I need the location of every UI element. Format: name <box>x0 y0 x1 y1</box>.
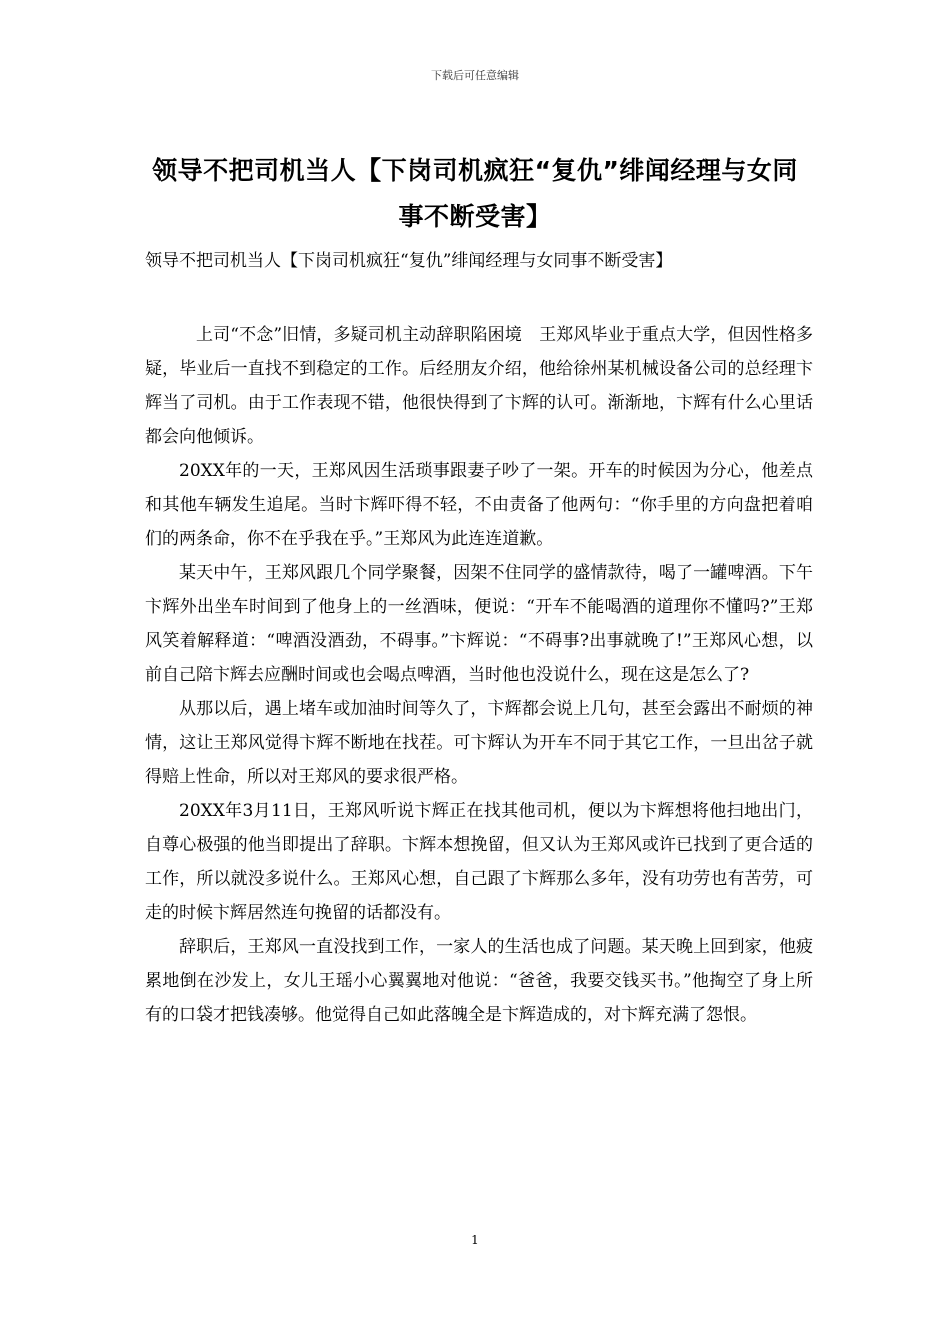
paragraph-4: 从那以后，遇上堵车或加油时间等久了，卞辉都会说上几句，甚至会露出不耐烦的神情，这让王郑风觉得卞辉不断地在找茬。可卞辉认为开车不同于其它工作，一旦出岔子就得赔上性命，所以对王郑风的要求很严格。 <box>145 699 813 787</box>
paragraph-3: 某天中午，王郑风跟几个同学聚餐，因架不住同学的盛情款待，喝了一罐啤酒。下午卞辉外出坐车时间到了他身上的一丝酒味，便说：“开车不能喝酒的道理你不懂吗?”王郑风笑着解释道：“啤酒没酒劲，不碍事。”卞辉说：“不碍事?出事就晚了!”王郑风心想，以前自己陪卞辉去应酬时间或也会喝点啤酒，当时他也没说什么，现在这是怎么了? <box>145 563 813 685</box>
paragraph-2: 20XX年的一天，王郑风因生活琐事跟妻子吵了一架。开车的时候因为分心，他差点和其他车辆发生追尾。当时卞辉吓得不轻，不由责备了他两句：“你手里的方向盘把着咱们的两条命，你不在乎我在乎。”王郑风为此连连道歉。 <box>145 461 813 549</box>
paragraph-5: 20XX年3月11日，王郑风听说卞辉正在找其他司机，便以为卞辉想将他扫地出门，自尊心极强的他当即提出了辞职。卞辉本想挽留，但又认为王郑风或许已找到了更合适的工作，所以就没多说什么。王郑风心想，自己跟了卞辉那么多年，没有功劳也有苦劳，可走的时候卞辉居然连句挽留的话都没有。 <box>145 801 813 923</box>
paragraph-6: 辞职后，王郑风一直没找到工作，一家人的生活也成了问题。某天晚上回到家，他疲累地倒在沙发上，女儿王瑶小心翼翼地对他说：“爸爸，我要交钱买书。”他掏空了身上所有的口袋才把钱凑够。他觉得自己如此落魄全是卞辉造成的，对卞辉充满了怨恨。 <box>145 937 813 1025</box>
document-subtitle: 领导不把司机当人【下岗司机疯狂“复仇”绯闻经理与女同事不断受害】 <box>145 251 673 271</box>
article-body <box>145 318 813 1032</box>
document-title: 领导不把司机当人【下岗司机疯狂“复仇”绯闻经理与女同事不断受害】 <box>152 156 798 231</box>
page-number: 1 <box>471 1233 479 1247</box>
paragraph-1: 上司“不念”旧情，多疑司机主动辞职陷困境 王郑风毕业于重点大学，但因性格多疑，毕业后一直找不到稳定的工作。后经朋友介绍，他给徐州某机械设备公司的总经理卞辉当了司机。由于工作表现不错，他很快得到了卞辉的认可。渐渐地，卞辉有什么心里话都会向他倾诉。 <box>145 325 813 447</box>
header-note: 下载后可任意编辑 <box>431 69 519 82</box>
